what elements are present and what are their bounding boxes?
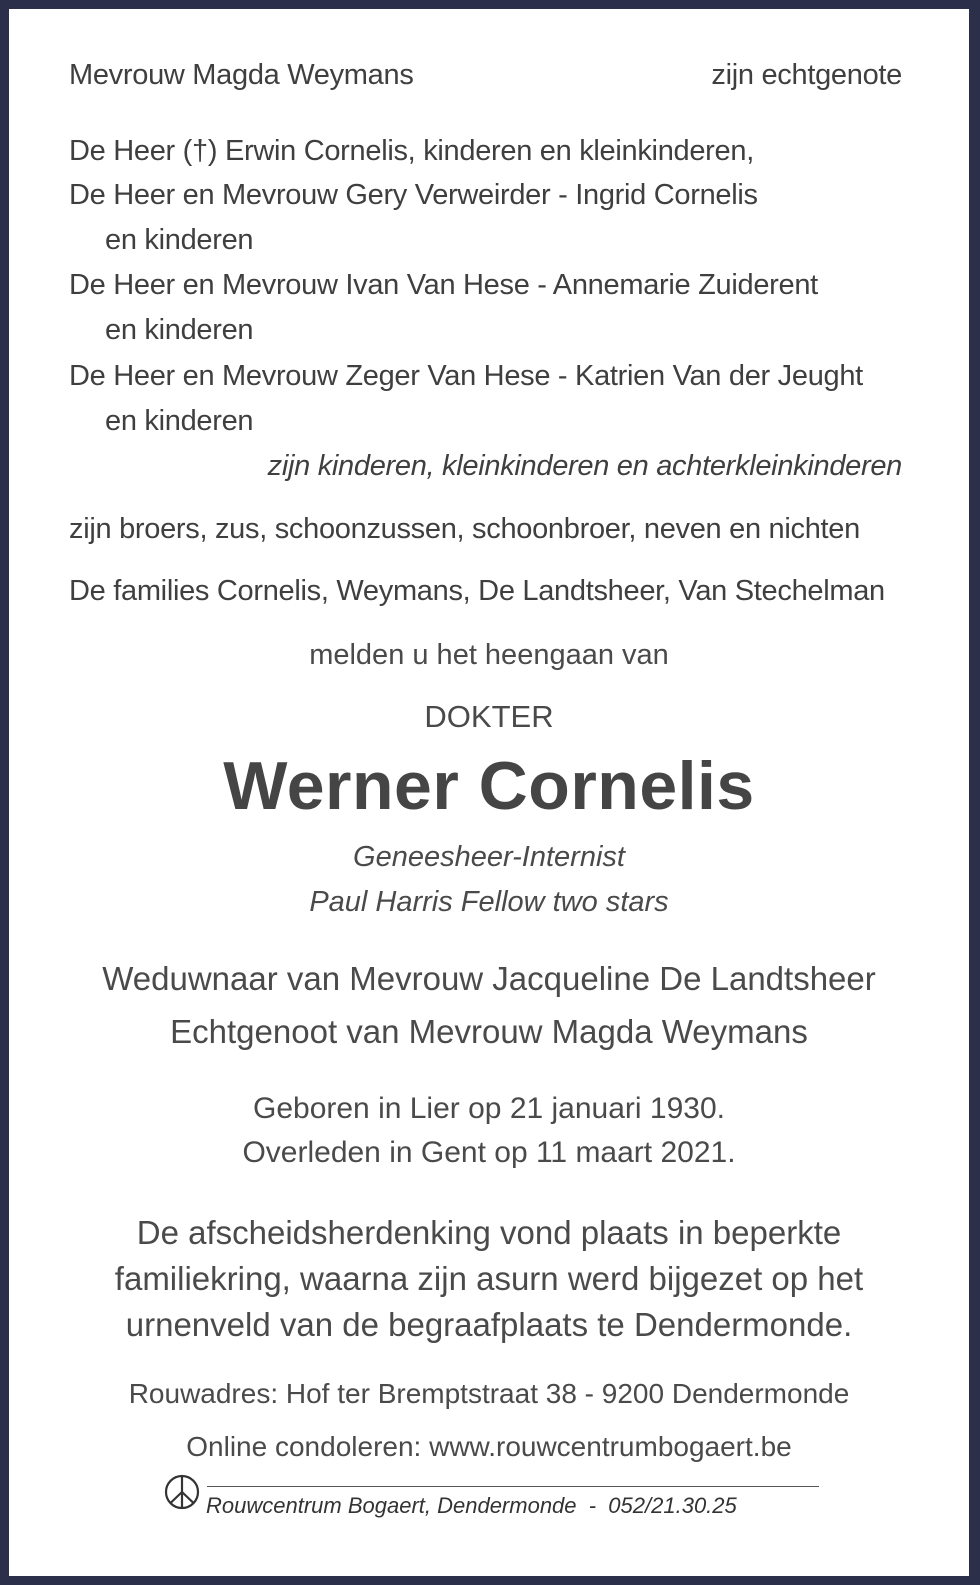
family-line-7: en kinderen (105, 405, 254, 437)
deceased-profession: Geneesheer-Internist (353, 841, 625, 873)
footer-text: Rouwcentrum Bogaert, Dendermonde - 052/21.30.25 (206, 1493, 737, 1518)
died-line: Overleden in Gent op 11 maart 2021. (242, 1136, 736, 1169)
deceased-honor: Paul Harris Fellow two stars (309, 886, 669, 918)
family-line-6: De Heer en Mevrouw Zeger Van Hese - Katrien Van der Jeught (69, 360, 863, 392)
ceremony-line-3: urnenveld van de begraafplaats te Dendermonde. (125, 1306, 853, 1343)
ceremony-line-2: familiekring, waarna zijn asurn werd bijgezet op het (114, 1260, 864, 1297)
ceremony-line-1: De afscheidsherdenking vond plaats in beperkte (136, 1214, 842, 1251)
family-line-4: De Heer en Mevrouw Ivan Van Hese - Annemarie Zuiderent (69, 269, 818, 301)
families-line: De families Cornelis, Weymans, De Landtsheer, Van Stechelman (69, 575, 885, 607)
children-role: zijn kinderen, kleinkinderen en achterkleinkinderen (267, 450, 902, 482)
peace-symbol-icon (163, 1473, 201, 1511)
deceased-name: Werner Cornelis (223, 748, 755, 824)
born-line: Geboren in Lier op 21 januari 1930. (252, 1092, 725, 1125)
deceased-title: DOKTER (424, 699, 554, 734)
spouse-name: Mevrouw Magda Weymans (69, 59, 414, 91)
announce-line: melden u het heengaan van (309, 639, 669, 671)
condolence-line: Online condoleren: www.rouwcentrumbogaert.be (186, 1431, 792, 1462)
family-line-3: en kinderen (105, 224, 254, 256)
address-line: Rouwadres: Hof ter Bremptstraat 38 - 9200 Dendermonde (128, 1378, 850, 1409)
family-line-2: De Heer en Mevrouw Gery Verweirder - Ingrid Cornelis (69, 179, 758, 211)
widower-line: Weduwnaar van Mevrouw Jacqueline De Landtsheer (102, 960, 876, 997)
obituary-card (9, 9, 969, 1576)
siblings-line: zijn broers, zus, schoonzussen, schoonbroer, neven en nichten (69, 513, 860, 545)
footer-divider (207, 1486, 819, 1487)
family-line-5: en kinderen (105, 314, 254, 346)
spouse-role: zijn echtgenote (711, 59, 902, 91)
spouse-line: Echtgenoot van Mevrouw Magda Weymans (170, 1013, 808, 1050)
family-line-1: De Heer (†) Erwin Cornelis, kinderen en kleinkinderen, (69, 135, 754, 167)
